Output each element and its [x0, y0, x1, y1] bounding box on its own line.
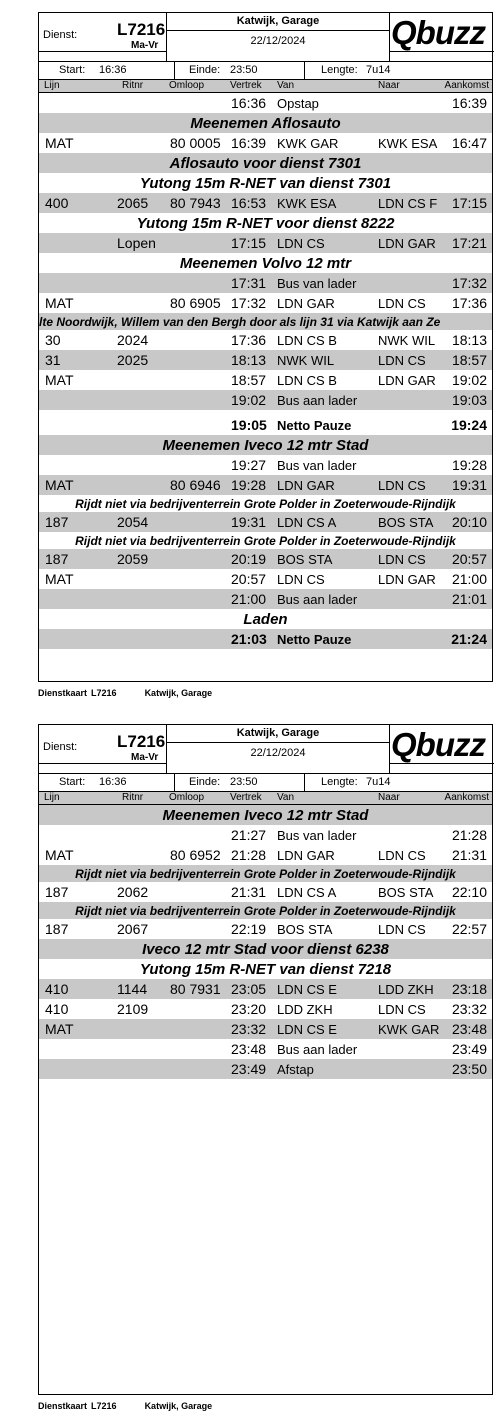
cell-van: LDN CS E: [277, 982, 337, 997]
cell-aankomst: 17:15: [451, 195, 487, 211]
einde-time: 23:50: [230, 64, 258, 76]
trip-row: [39, 390, 492, 410]
location: Katwijk, Garage: [236, 727, 320, 739]
note-row: [39, 902, 492, 919]
dienstkaart-page-1: [38, 12, 493, 682]
cell-aankomst: 21:28: [451, 827, 487, 843]
cell-naar: LDN GAR: [378, 236, 436, 251]
cell-lijn: MAT: [45, 295, 74, 311]
column-header: [39, 792, 492, 805]
note-row: [39, 495, 492, 512]
note-row: [39, 805, 492, 825]
trip-row: [39, 825, 492, 845]
cell-naar: LDD ZKH: [378, 982, 434, 997]
dienst-label: Dienst:: [43, 741, 78, 753]
trip-row: [39, 1019, 492, 1039]
cell-naar: NWK WIL: [378, 333, 436, 348]
cell-vertrek: 16:39: [231, 135, 267, 151]
dienst-number: L7216: [117, 20, 166, 39]
cell-lijn: 410: [45, 1001, 69, 1017]
cell-vertrek: 21:03: [231, 631, 267, 647]
cell-aankomst: 17:21: [451, 235, 487, 251]
cell-naar: LDN CS: [378, 922, 426, 937]
cell-aankomst: 23:18: [451, 981, 487, 997]
col-van: Van: [277, 792, 295, 803]
cell-vertrek: 21:00: [231, 591, 267, 607]
cell-vertrek: 20:19: [231, 551, 267, 567]
trip-row: [39, 293, 492, 313]
cell-naar: LDN GAR: [378, 373, 436, 388]
col-aankomst: Aankomst: [444, 792, 489, 803]
cell-van: BOS STA: [277, 552, 333, 567]
footer-dienst: L7216: [91, 688, 117, 698]
col-naar: Naar: [378, 80, 400, 91]
cell-aankomst: 21:00: [451, 571, 487, 587]
einde-label: Einde:: [189, 64, 221, 76]
cell-lijn: MAT: [45, 372, 74, 388]
page-footer: [38, 688, 240, 698]
trip-row: [39, 350, 492, 370]
cell-ritnr: 2024: [117, 332, 149, 348]
cell-aankomst: 16:39: [451, 95, 487, 111]
footer-dienst: L7216: [91, 1401, 117, 1411]
cell-naar: LDN CS: [378, 552, 426, 567]
cell-naar: LDN CS: [378, 848, 426, 863]
cell-aankomst: 20:57: [451, 551, 487, 567]
cell-naar: LDN CS: [378, 296, 426, 311]
trip-row: [39, 133, 492, 153]
cell-van: Netto Pauze: [277, 418, 352, 433]
cell-lijn: MAT: [45, 477, 74, 493]
cell-omloop: 80 6952: [170, 847, 221, 863]
cell-vertrek: 20:57: [231, 571, 267, 587]
cell-aankomst: 20:10: [451, 514, 487, 530]
days-label: Ma-Vr: [131, 40, 159, 51]
cell-omloop: 80 0005: [170, 135, 221, 151]
cell-vertrek: 16:53: [231, 195, 267, 211]
cell-vertrek: 18:13: [231, 352, 267, 368]
cell-van: Netto Pauze: [277, 632, 352, 647]
cell-lijn: MAT: [45, 135, 74, 151]
location: Katwijk, Garage: [236, 15, 320, 27]
cell-ritnr: 2059: [117, 551, 149, 567]
dienst-label: Dienst:: [43, 29, 78, 41]
trip-row: [39, 193, 492, 213]
days-label: Ma-Vr: [131, 752, 159, 763]
cell-lijn: 410: [45, 981, 69, 997]
cell-aankomst: 23:48: [451, 1021, 487, 1037]
cell-naar: LDN GAR: [378, 572, 436, 587]
date: 22/12/2024: [250, 35, 306, 47]
note-text: Yutong 15m R-NET van dienst 7301: [139, 175, 392, 192]
cell-van: LDN CS A: [277, 515, 337, 530]
lengte-label: Lengte:: [321, 776, 358, 788]
cell-vertrek: 19:27: [231, 457, 267, 473]
cell-naar: BOS STA: [378, 885, 434, 900]
cell-vertrek: 18:57: [231, 372, 267, 388]
cell-van: LDN CS: [277, 572, 325, 587]
cell-van: Bus aan lader: [277, 393, 358, 408]
cell-van: Bus aan lader: [277, 592, 358, 607]
trip-row: [39, 549, 492, 569]
trip-row: [39, 330, 492, 350]
note-row: [39, 435, 492, 455]
trip-row: [39, 512, 492, 532]
trip-row: [39, 845, 492, 865]
trip-row: [39, 919, 492, 939]
trip-row: [39, 93, 492, 113]
note-row: [39, 213, 492, 233]
cell-vertrek: 23:48: [231, 1041, 267, 1057]
note-row: [39, 113, 492, 133]
trip-row: [39, 999, 492, 1019]
cell-naar: BOS STA: [378, 515, 434, 530]
cell-van: LDN CS B: [277, 333, 337, 348]
note-text: Rijdt niet via bedrijventerrein Grote Polder in Zoeterwoude-Rijndijk: [75, 867, 456, 881]
cell-lijn: 187: [45, 921, 69, 937]
cell-aankomst: 22:10: [451, 884, 487, 900]
col-ritnr: Ritnr: [122, 792, 144, 803]
cell-van: NWK WIL: [277, 353, 335, 368]
einde-label: Einde:: [189, 776, 221, 788]
cell-aankomst: 19:03: [451, 392, 487, 408]
cell-vertrek: 23:49: [231, 1061, 267, 1077]
cell-van: Opstap: [277, 96, 319, 111]
cell-vertrek: 19:05: [231, 417, 267, 433]
note-text: lte Noordwijk, Willem van den Bergh door als lijn 31 via Katwijk aan Ze: [39, 315, 441, 329]
cell-vertrek: 17:36: [231, 332, 267, 348]
note-row: [39, 313, 492, 330]
einde-time: 23:50: [230, 776, 258, 788]
cell-vertrek: 23:32: [231, 1021, 267, 1037]
cell-vertrek: 23:20: [231, 1001, 267, 1017]
cell-van: Afstap: [277, 1062, 314, 1077]
cell-van: KWK GAR: [277, 136, 339, 151]
note-text: Meenemen Iveco 12 mtr Stad: [162, 437, 369, 454]
cell-aankomst: 18:13: [451, 332, 487, 348]
trip-row: [39, 629, 492, 649]
page-footer: [38, 1401, 240, 1411]
dienstkaart-page-2: [38, 724, 493, 1395]
note-text: Rijdt niet via bedrijventerrein Grote Polder in Zoeterwoude-Rijndijk: [75, 534, 456, 548]
note-text: Meenemen Iveco 12 mtr Stad: [162, 807, 369, 824]
note-text: Meenemen Aflosauto: [190, 115, 341, 132]
cell-omloop: 80 6905: [170, 295, 221, 311]
cell-van: LDN CS E: [277, 1022, 337, 1037]
cell-naar: LDN CS: [378, 1002, 426, 1017]
cell-vertrek: 21:28: [231, 847, 267, 863]
cell-van: Bus van lader: [277, 828, 357, 843]
cell-van: LDN CS: [277, 236, 325, 251]
trip-row: [39, 233, 492, 253]
col-van: Van: [277, 80, 295, 91]
schedule-rows: [39, 93, 492, 649]
qbuzz-logo: Qbuzz: [391, 14, 485, 51]
start-label: Start:: [59, 776, 86, 788]
col-naar: Naar: [378, 792, 400, 803]
cell-van: KWK ESA: [277, 196, 337, 211]
note-text: Rijdt niet via bedrijventerrein Grote Polder in Zoeterwoude-Rijndijk: [75, 904, 456, 918]
cell-vertrek: 22:19: [231, 921, 267, 937]
cell-ritnr: 2062: [117, 884, 149, 900]
cell-van: LDN GAR: [277, 478, 335, 493]
cell-aankomst: 23:49: [451, 1041, 487, 1057]
shift-info: [39, 774, 492, 792]
note-row: [39, 153, 492, 173]
note-row: [39, 609, 492, 629]
col-vertrek: Vertrek: [230, 792, 262, 803]
lengte-value: 7u14: [366, 64, 391, 76]
col-vertrek: Vertrek: [230, 80, 262, 91]
cell-aankomst: 21:24: [451, 631, 487, 647]
cell-naar: LDN CS: [378, 353, 426, 368]
col-aankomst: Aankomst: [444, 80, 489, 91]
cell-vertrek: 19:02: [231, 392, 267, 408]
note-text: Meenemen Volvo 12 mtr: [179, 255, 352, 272]
qbuzz-logo: Qbuzz: [391, 726, 485, 763]
cell-vertrek: 17:32: [231, 295, 267, 311]
note-text: Rijdt niet via bedrijventerrein Grote Polder in Zoeterwoude-Rijndijk: [75, 497, 456, 511]
note-row: [39, 959, 492, 979]
cell-ritnr: 1144: [117, 981, 148, 997]
column-header: [39, 80, 492, 93]
cell-aankomst: 19:02: [451, 372, 487, 388]
cell-ritnr: 2065: [117, 195, 149, 211]
cell-aankomst: 19:31: [451, 477, 487, 493]
cell-aankomst: 19:28: [451, 457, 487, 473]
cell-lijn: 30: [45, 332, 61, 348]
cell-ritnr: 2025: [117, 352, 149, 368]
note-text: Iveco 12 mtr Stad voor dienst 6238: [142, 941, 389, 958]
note-text: Yutong 15m R-NET voor dienst 8222: [136, 215, 395, 232]
cell-naar: KWK ESA: [378, 136, 438, 151]
trip-row: [39, 979, 492, 999]
trip-row: [39, 882, 492, 902]
cell-aankomst: 18:57: [451, 352, 487, 368]
trip-row: [39, 455, 492, 475]
lengte-label: Lengte:: [321, 64, 358, 76]
cell-vertrek: 16:36: [231, 95, 267, 111]
card-header: [39, 725, 492, 774]
cell-aankomst: 22:57: [451, 921, 487, 937]
cell-van: LDN GAR: [277, 848, 335, 863]
cell-aankomst: 23:50: [451, 1061, 487, 1077]
trip-row: [39, 273, 492, 293]
trip-row: [39, 415, 492, 435]
cell-van: BOS STA: [277, 922, 333, 937]
trip-row: [39, 370, 492, 390]
cell-aankomst: 21:31: [451, 847, 487, 863]
lengte-value: 7u14: [366, 776, 391, 788]
cell-lijn: 31: [45, 352, 61, 368]
cell-lijn: 187: [45, 514, 69, 530]
cell-ritnr: 2054: [117, 514, 149, 530]
note-row: [39, 865, 492, 882]
note-row: [39, 939, 492, 959]
cell-aankomst: 19:24: [451, 417, 487, 433]
schedule-rows: [39, 805, 492, 1079]
cell-lijn: MAT: [45, 1021, 74, 1037]
card-header: [39, 13, 492, 62]
cell-vertrek: 17:31: [231, 275, 267, 291]
cell-aankomst: 23:32: [451, 1001, 487, 1017]
trip-row: [39, 1059, 492, 1079]
cell-omloop: 80 6946: [170, 477, 221, 493]
cell-aankomst: 16:47: [451, 135, 487, 151]
note-row: [39, 532, 492, 549]
cell-ritnr: 2067: [117, 921, 149, 937]
cell-lijn: MAT: [45, 571, 74, 587]
note-text: Yutong 15m R-NET van dienst 7218: [139, 961, 392, 978]
footer-location: Katwijk, Garage: [144, 1401, 213, 1411]
cell-vertrek: 19:31: [231, 514, 267, 530]
cell-naar: LDN CS F: [378, 196, 438, 211]
start-time: 16:36: [99, 776, 127, 788]
cell-van: LDN CS B: [277, 373, 337, 388]
col-omloop: Omloop: [169, 80, 205, 91]
cell-vertrek: 19:28: [231, 477, 267, 493]
shift-info: [39, 62, 492, 80]
note-row: [39, 253, 492, 273]
cell-naar: LDN CS: [378, 478, 426, 493]
note-row: [39, 173, 492, 193]
cell-lijn: 187: [45, 551, 69, 567]
start-time: 16:36: [99, 64, 127, 76]
dienst-number: L7216: [117, 732, 166, 751]
footer-label: Dienstkaart: [38, 688, 88, 698]
footer-location: Katwijk, Garage: [144, 688, 213, 698]
cell-aankomst: 21:01: [451, 591, 487, 607]
cell-van: Bus van lader: [277, 276, 357, 291]
note-text: Aflosauto voor dienst 7301: [169, 155, 362, 172]
cell-aankomst: 17:32: [451, 275, 487, 291]
cell-ritnr: Lopen: [117, 235, 156, 251]
cell-lijn: 400: [45, 195, 69, 211]
cell-vertrek: 21:31: [231, 884, 267, 900]
col-lijn: Lijn: [44, 80, 60, 91]
cell-omloop: 80 7943: [170, 195, 221, 211]
cell-van: LDD ZKH: [277, 1002, 333, 1017]
trip-row: [39, 475, 492, 495]
cell-aankomst: 17:36: [451, 295, 487, 311]
cell-vertrek: 17:15: [231, 235, 267, 251]
footer-label: Dienstkaart: [38, 1401, 88, 1411]
trip-row: [39, 569, 492, 589]
cell-omloop: 80 7931: [170, 981, 221, 997]
col-lijn: Lijn: [44, 792, 60, 803]
trip-row: [39, 1039, 492, 1059]
col-ritnr: Ritnr: [122, 80, 144, 91]
cell-van: LDN CS A: [277, 885, 337, 900]
cell-van: LDN GAR: [277, 296, 335, 311]
cell-lijn: MAT: [45, 847, 74, 863]
trip-row: [39, 589, 492, 609]
col-omloop: Omloop: [169, 792, 205, 803]
date: 22/12/2024: [250, 747, 306, 759]
cell-ritnr: 2109: [117, 1001, 149, 1017]
cell-vertrek: 21:27: [231, 827, 267, 843]
cell-van: Bus van lader: [277, 458, 357, 473]
start-label: Start:: [59, 64, 86, 76]
note-text: Laden: [243, 611, 288, 628]
cell-van: Bus aan lader: [277, 1042, 358, 1057]
cell-lijn: 187: [45, 884, 69, 900]
cell-vertrek: 23:05: [231, 981, 267, 997]
cell-naar: KWK GAR: [378, 1022, 440, 1037]
